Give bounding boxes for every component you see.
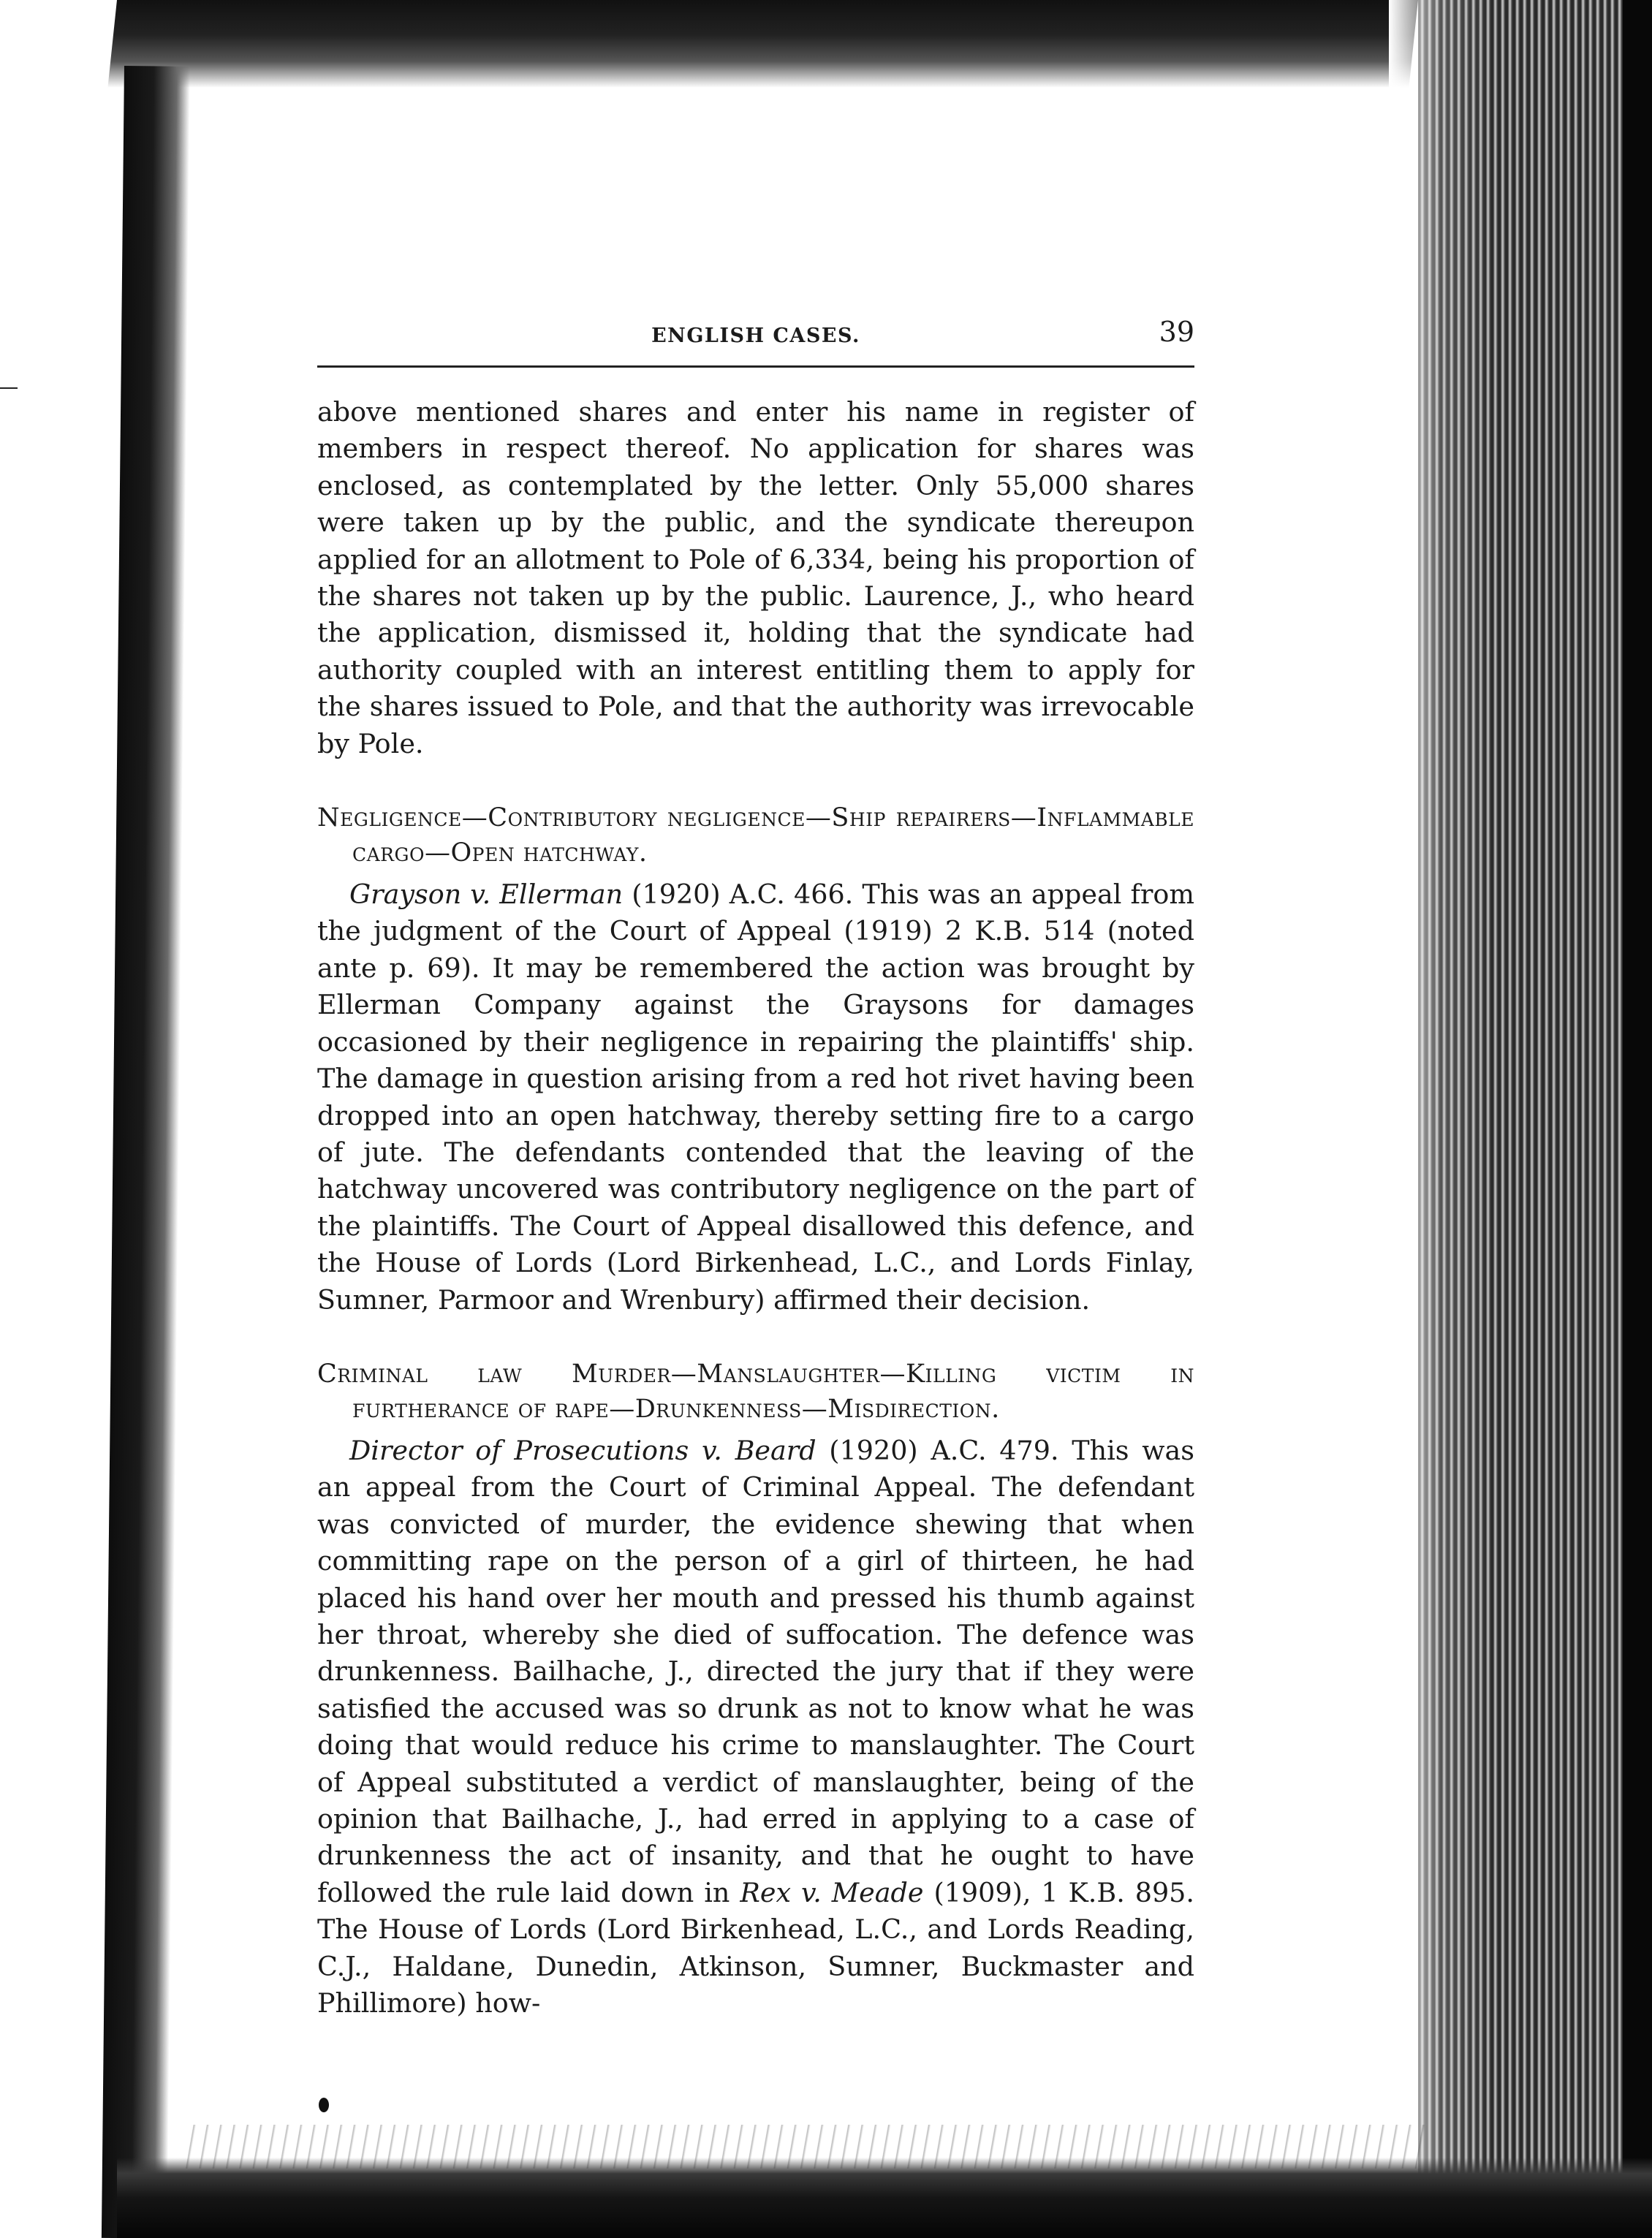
page-text-block <box>317 314 1194 2022</box>
header-rule <box>317 365 1194 368</box>
case-text: (1920) A.C. 466. This was an appeal from the judgment of the Court of Appeal (1919) 2 K.B. 514 (noted ante p. 69). It may be remembered the action was brought by Ellerman Company against the Graysons for damages occasioned by their negligence in repairing the plaintiffs' ship. The damage in question arising from a red hot rivet having been dropped into an open hatchway, thereby setting fire to a cargo of jute. The defendants contended that the leaving of the hatchway uncovered was contributory negligence on the part of the plaintiffs. The Court of Appeal disallowed this defence, and the House of Lords (Lord Birkenhead, L.C., and Lords Finlay, Sumner, Parmoor and Wrenbury) affirmed their decision. <box>317 879 1195 1316</box>
running-head-title: ENGLISH CASES. <box>651 325 860 347</box>
section-heading-criminal-law: Criminal law Murder—Manslaughter—Killing victim in furtherance of rape—Drunkenness—Misdirection. <box>317 1359 1194 1424</box>
scan-right-border <box>1623 0 1652 2238</box>
scan-bottom-shadow <box>117 2158 1652 2238</box>
case-name: Director of Prosecutions v. Beard <box>349 1434 816 1466</box>
page-stack-fade <box>1389 0 1652 2238</box>
scan-top-shadow <box>107 0 1418 88</box>
case-paragraph-beard <box>317 1433 1194 2022</box>
cited-case-name: Rex v. Meade <box>740 1876 924 1908</box>
page-number: 39 <box>1159 316 1194 348</box>
running-head <box>317 314 1194 365</box>
section-heading-negligence: Negligence—Contributory negligence—Ship repairers—Inflammable cargo—Open hatchway. <box>317 803 1194 868</box>
continued-paragraph: above mentioned shares and enter his name in register of members in respect thereof. No application for shares was enclosed, as contemplated by the letter. Only 55,000 shares were taken up by the public, and the syndicate thereupon applied for an allotment to Pole of 6,334, being his proportion of the shares not taken up by the public. Laurence, J., who heard the application, dismissed it, holding that the syndicate had authority coupled with an interest entitling them to apply for the shares issued to Pole, and that the authority was irrevocable by Pole. <box>317 396 1194 759</box>
facing-page-rule <box>0 387 18 389</box>
case-name: Grayson v. Ellerman <box>349 879 624 911</box>
case-text: (1920) A.C. 479. This was an appeal from the Court of Criminal Appeal. The defendant was convicted of murder, the evidence shewing that when committing rape on the person of a girl of thirteen, he had placed his hand over her mouth and pressed his thumb against her throat, whereby she died of suffocation. The defence was drunkenness. Bailhache, J., directed the jury that if they were satisfied the accused was so drunk as not to know what he was doing that would reduce his crime to manslaughter. The Court of Appeal substituted a verdict of manslaughter, being of the opinion that Bailhache, J., had erred in applying to a case of drunkenness the act of insanity, and that he ought to have followed the rule laid down in <box>317 1434 1194 1908</box>
ink-dot <box>319 2098 329 2112</box>
case-paragraph-grayson <box>317 876 1194 1319</box>
case-text-continued: (1909), 1 K.B. 895. The House of Lords (Lord Birkenhead, L.C., and Lords Reading, C.J., Haldane, Dunedin, Atkinson, Sumner, Buckmaster and Phillimore) how- <box>317 1876 1195 2019</box>
